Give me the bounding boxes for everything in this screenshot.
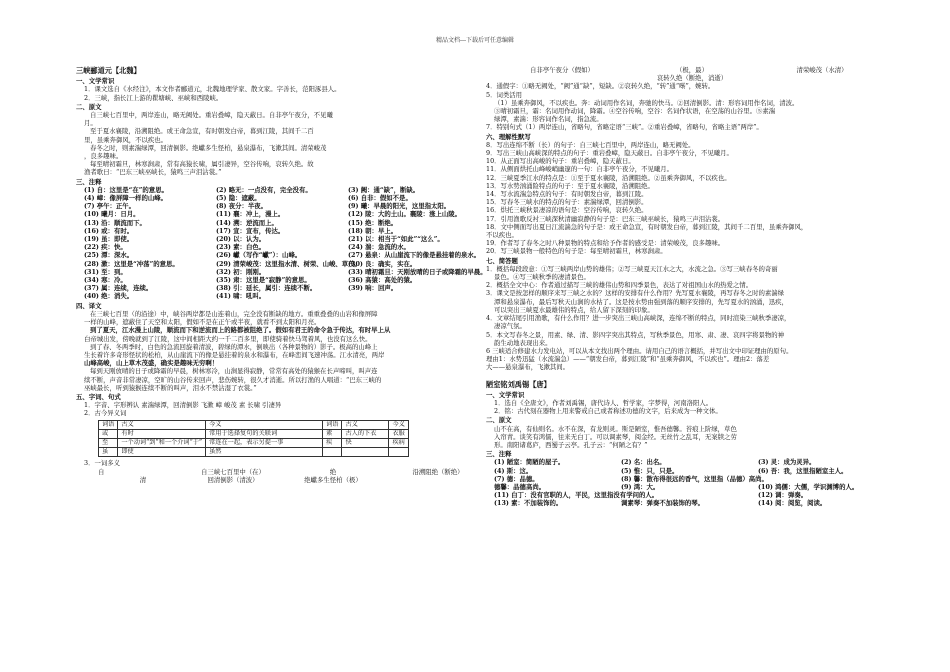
- table-row: [99, 429, 409, 438]
- poly-example: 回清倒影（清波）: [207, 475, 259, 484]
- note: (5) 惟：只，只是。: [621, 466, 679, 475]
- text-line: 17．引用渔歌反衬三峡深秋清幽寂静的句子是：巴东三峡巫峡长，猿鸣三声泪沾裳。: [486, 214, 725, 223]
- text-line: ③晴初霜旦，霜：名词用作动词，降霜。④空谷传响，空谷：名词作状语，在空荡的山谷里。⑤素湍: [494, 107, 776, 116]
- section-literary-knowledge: 一、文学常识: [486, 390, 525, 399]
- section-notes: 三、注释: [76, 177, 102, 186]
- table-cell: 常连在一起，表示另提一事: [206, 438, 323, 447]
- text-line: 20．写三峡景物一般特色的句子是：每至晴初霜旦，林寒涧肃。: [486, 247, 667, 256]
- table-cell: 即使: [118, 448, 206, 457]
- note: (27) 悬泉：从山崖流下的像是悬挂着的泉水。: [348, 251, 481, 260]
- text-line: 13．写水势汹涌险特点的句子：至于夏水襄陵，沿溯阻绝。: [486, 181, 654, 190]
- text-line: 每至晴初霜旦，林寒涧肃，常有高猿长啸，属引凄异，空谷传响，哀转久绝。故: [90, 160, 314, 169]
- table-cell: 词语: [99, 420, 118, 429]
- text-line: 6 三峡适合修建水力发电站，可以从本文找出两个理由。请用自己的语言概括，并写出文中印证理由的原句。: [486, 346, 793, 355]
- note: (20) 以：认为。: [216, 235, 266, 244]
- text-line: 7．特别句式（1）两岸连山，省略句，省略定语“三峡”。②重岩叠嶂，省略句，省略主语“两岸”。: [486, 123, 763, 132]
- note: 德馨：品德高尚。: [494, 482, 546, 491]
- table-cell: 有时: [118, 429, 206, 438]
- table-cell: [342, 448, 389, 457]
- section-notes: 三、注释: [486, 450, 512, 459]
- text-line: 5．词类活用: [486, 90, 523, 99]
- poly-blank: [762, 74, 882, 82]
- note: (14) 阅：阅览，阅读。: [758, 499, 827, 508]
- poly-example: 绝巘多生怪柏（极）: [304, 475, 362, 484]
- table-cell: 常用于选择复句的关联词: [206, 429, 323, 438]
- text-line: 到了春、冬两季时，白色的急流回旋着清波，碧绿的潭水，倒映出（各种景物的）影子。极高的山峰上: [90, 342, 378, 351]
- note: (8) 馨：散布得很远的香气，这里指（品德）高尚。: [621, 474, 768, 483]
- table-cell: 衣服: [389, 429, 408, 438]
- article-title-loushiming: 陋室铭刘禹锡【唐】: [486, 379, 551, 389]
- text-line: 不以疾也。: [486, 231, 518, 240]
- text-line: 山峰高峻，山上草木茂盛，确实是趣味无穷啊！: [84, 359, 219, 368]
- section-literary-knowledge: 一、文学常识: [76, 77, 115, 86]
- note: (11) 白丁：没有官职的人，平民，这里指没有学问的人。: [494, 491, 659, 500]
- table-cell: 古人的下衣: [342, 429, 389, 438]
- poly-example: 自三峡七百里中（在）: [201, 467, 265, 476]
- table-row: [99, 420, 409, 429]
- note: (23) 素：白色。: [216, 243, 266, 252]
- note: (21) 以：相当于“如此”“这么”。: [348, 235, 444, 244]
- text-line: 入帘青。谈笑有鸿儒，往来无白丁。可以调素琴，阅金经。无丝竹之乱耳，无案牍之劳: [494, 432, 737, 441]
- note: (3) 阙：通“缺”，断缺。: [348, 185, 420, 194]
- text-line: 可以突出三峡夏水最雄伟的特点，给人留下深刻的印象。: [494, 305, 654, 314]
- note: (10) 曦月：日月。: [84, 210, 140, 219]
- page-header: 精品文档---下载后可任意编辑: [435, 37, 515, 44]
- note: (38) 引：延长，属引：连续不断。: [216, 284, 317, 293]
- text-line: 5．本文写春冬之景，用素、绿、清、影四字突出其特点，写秋季景色，用寒、肃、凄、哀四字将景物的神: [486, 330, 785, 339]
- poly-word: 绝: [329, 467, 337, 476]
- poly-word: 自: [98, 467, 105, 476]
- text-line: 续不断，声音非常凄凉，空旷的山谷传来回声，悲伤婉转，很久才消逝。所以打渔的人唱道：“巴东三峡的: [84, 375, 382, 384]
- text-line: 14．写水流湍急特点的句子：有时朝发白帝，暮到江陵。: [486, 190, 648, 199]
- text-line: ，良多趣味。: [84, 152, 123, 161]
- table-cell: 或: [99, 429, 118, 438]
- note: (40) 绝：消失。: [84, 292, 134, 301]
- text-line: 18．文中侧面写出夏日江流湍急的句子是：或王命急宣，有时朝发白帝，暮到江陵，其间千二百里，虽乘奔御风，: [486, 222, 808, 231]
- polysemy-grid: [98, 468, 472, 476]
- table-cell: 词语: [323, 420, 342, 429]
- table-cell: [389, 448, 408, 457]
- note: (36) 高猿：高处的猿。: [348, 276, 417, 285]
- note: (32) 初：刚刚。: [216, 267, 266, 276]
- ancient-modern-words-table: [98, 420, 409, 458]
- note: (26) 巘（写作“巘”）：山峰。: [216, 251, 302, 260]
- table-cell: 今义: [206, 420, 323, 429]
- section-words-sentences: 五、字词、句式: [76, 392, 121, 401]
- note: (25) 潭：深水。: [84, 251, 134, 260]
- text-line: 山不在高，有仙则名。水不在深，有龙则灵。斯是陋室，惟吾德馨。苔痕上阶绿，草色: [494, 424, 737, 433]
- note: (33) 晴初霜旦：天刚放晴的日子或降霜的早晨。: [348, 267, 487, 276]
- text-line: 1．选自《全唐文》，作者刘禹锡，唐代诗人、哲学家，字梦得，河南洛阳人。: [494, 398, 713, 407]
- poly-word: 清: [139, 475, 147, 484]
- note: (7) 亭午：正午。: [84, 202, 136, 211]
- text-line: 2．三峡，指长江上游的瞿塘峡、巫峡和西陵峡。: [84, 93, 223, 102]
- table-cell: 古义: [118, 420, 206, 429]
- text-line: 1．课文选自《水经注》，本文作者郦道元，北魏地理学家、散文家。字善长，范阳涿县人。: [84, 85, 341, 94]
- note: (30) 良：确实，实在。: [348, 259, 417, 268]
- section-original-text: 二、原文: [486, 416, 512, 425]
- text-line: 1．字音、字形辨认 素湍绿潭，回清倒影 飞漱 嶂 峻茂 素 长啸 引凄异: [84, 401, 282, 410]
- table-row: [99, 438, 409, 447]
- text-line: 月。: [84, 119, 97, 128]
- note: (6) 自非：假如不是。: [348, 194, 412, 203]
- poly-example: 自非亭午夜分（假如）: [530, 66, 594, 74]
- note: (14) 溯：逆流而上。: [216, 218, 278, 227]
- text-line: 9．写出三峡山高峡深的特点的句子：重岩叠嶂，隐天蔽日。自非亭午夜分，不见曦月。: [486, 149, 733, 158]
- note: (7) 德：品德。: [494, 474, 539, 483]
- polysemy-continued: [502, 66, 878, 82]
- text-line: 10．从正面写出高峻的句子：重岩叠嶂，隐天蔽日。: [486, 157, 635, 166]
- note: (9) 鸿：大。: [621, 482, 660, 491]
- text-line: 里，虽乘奔御风，不以疾也。: [84, 135, 168, 144]
- text-line: 3．课文是按怎样的顺序来写三峡之水的？这样的安排有什么作用？先写夏水襄陵，再写春冬之时的素湍绿: [486, 289, 785, 298]
- note: (9) 曦：早晨的阳光，这里指太阳。: [348, 202, 451, 211]
- notes-grid: [486, 458, 878, 507]
- note: (13) 素：不加装饰的。: [494, 499, 563, 508]
- text-line: 韵生动地表现出来。: [494, 338, 552, 347]
- note: (41) 啸：吼叫。: [216, 292, 266, 301]
- text-line: 1．概括每段段意：①写三峡两岸山势的雄伟；②写三峡夏天江水之大，水流之急。③写三峡春冬的奇丽: [486, 264, 778, 273]
- note: (1) 陋室：简陋的屋子。: [494, 458, 565, 467]
- note: (2) 名：出名。: [621, 458, 666, 467]
- table-row: [99, 448, 409, 457]
- table-cell: 今义: [389, 420, 408, 429]
- note: (39) 响：回声。: [348, 284, 398, 293]
- note: (15) 绝：断绝。: [348, 218, 398, 227]
- note: (19) 虽：即使。: [84, 235, 134, 244]
- text-line: 一样的山峰，遮蔽住了天空和太阳，假如不是在正午或半夜，就看不到太阳和月亮。: [84, 318, 321, 327]
- note: (22) 疾：快。: [84, 243, 127, 252]
- note: (29) 清荣峻茂：这里指水清、树荣、山峻、草茂。: [216, 259, 361, 268]
- note: (34) 寒：冷。: [84, 276, 127, 285]
- text-line: 春冬之时，则素湍绿潭，回清倒影。绝巘多生怪柏，悬泉瀑布，飞漱其间。清荣峻茂: [90, 143, 327, 152]
- note: (10) 鸿儒：大儒，学识渊博的人。: [758, 482, 859, 491]
- text-line: 2．概括全文中心：作者通过描写三峡的雄伟山势和四季景色，表达了对祖国山水的热爱之情。: [486, 281, 753, 290]
- note: 调素琴：弹奏不加装饰的琴。: [621, 499, 705, 508]
- table-cell: 虽: [99, 448, 118, 457]
- section-original-text: 二、原文: [76, 102, 102, 111]
- text-line: 15．写春冬三峡水的特点的句子：素湍绿潭，回清倒影。: [486, 198, 648, 207]
- note: (28) 漱：这里是“冲荡”的意思。: [84, 259, 179, 268]
- text-line: 绿潭，素湍：形容词作名词，指急流。: [494, 115, 603, 124]
- note: (6) 吾：我，这里指陋室主人。: [758, 466, 848, 475]
- poly-example: 清荣峻茂（水清）: [796, 66, 848, 74]
- right-column: [486, 66, 878, 666]
- section-dictation: 六、理解性默写: [486, 132, 531, 141]
- note: (35) 肃：这里是“寂静”的意思。: [216, 276, 311, 285]
- text-line: 渔者歌曰：“巴东三峡巫峡长，猿鸣三声泪沾裳。”: [84, 168, 222, 177]
- table-cell: 快: [342, 438, 389, 447]
- table-cell: 素: [323, 429, 342, 438]
- note: (31) 至：到。: [84, 267, 127, 276]
- text-line: 生长着许多奇形怪状的松柏，从山崖流下的像是悬挂着的泉水和瀑布，在峰峦间飞速冲荡。江水清亮，两岸: [84, 350, 385, 359]
- text-line: 凄凉气氛。: [494, 322, 526, 331]
- left-column: [76, 66, 487, 666]
- text-line: 至于夏水襄陵，沿溯阻绝。或王命急宣，有时朝发白帝，暮到江陵，其间千二百: [90, 127, 314, 136]
- note: (5) 隐：遮蔽。: [216, 194, 261, 203]
- text-line: 2．铭：古代刻在器物上用来警戒自己或者称述功德的文字，后来成为一种文体。: [494, 407, 722, 416]
- text-line: 到了夏天，江水漫上山陵，顺流而下和逆流而上的路都被阻绝了。假如有君王的命令急于传达，有时早上从: [90, 326, 391, 335]
- table-cell: 虽然: [206, 448, 323, 457]
- table-cell: 一个动词“到”和一个介词“于”: [118, 438, 206, 447]
- section-short-answer: 七、简答题: [486, 256, 518, 265]
- text-line: 景色。④写三峡秋季的凄清景色。: [494, 273, 590, 282]
- note: (8) 夜分：半夜。: [216, 202, 268, 211]
- text-line: 自三峡七百里中，两岸连山，略无阙处。重岩叠嶂，隐天蔽日。自非亭午夜分，不见曦: [90, 111, 333, 120]
- text-line: 19．作者写了春冬之时八种景物的特点和给予作者的感受是：清荣峻茂，良多趣味。: [486, 239, 725, 248]
- text-line: 巫峡最长，听到猿猴连续不断的叫声，泪水不禁沾湿了衣裳。”: [84, 383, 257, 392]
- note: (13) 沿：顺流而下。: [84, 218, 146, 227]
- table-cell: [323, 448, 342, 457]
- note: (12) 调：弹奏。: [758, 491, 808, 500]
- note: (4) 斯：这。: [494, 466, 533, 475]
- poly-example: 哀转久绝（断绝，消逝）: [656, 74, 728, 83]
- text-line: 4．通假字：①略无阙处，“阙”通“缺”，短缺。②哀转久绝，“转”通“啭”，婉转。: [486, 82, 715, 91]
- table-cell: 疾病: [389, 438, 408, 447]
- table-cell: 古义: [342, 420, 389, 429]
- note: (3) 灵：成为灵异。: [758, 458, 816, 467]
- note: (16) 或：有时。: [84, 226, 134, 235]
- text-line: 16．烘托三峡秋景凄凉的语句是：空谷传响，哀转久绝。: [486, 206, 648, 215]
- note: (11) 襄：冲上，漫上。: [216, 210, 285, 219]
- poly-example: （极，最）: [676, 66, 708, 74]
- note: (1) 自：这里是“在”的意思。: [84, 185, 168, 194]
- text-line: （1）虽乘奔御风，不以疾也。奔：动词用作名词，奔驰的快马。②回清倒影。清：形容词用作名词，清波。: [494, 98, 799, 107]
- text-line: 3．一词多义: [84, 459, 121, 468]
- text-line: 理由1：水势迅猛（水流湍急）——“朝发白帝，暮到江陵”和“虽乘奔御风，不以疾也”。理由2：落差: [486, 355, 770, 364]
- text-line: 大——悬泉瀑布，飞漱其间。: [486, 363, 570, 372]
- note: (12) 陵：大的土山。襄陵：涨上山陵。: [348, 210, 462, 219]
- text-line: 4．文章结尾引用渔歌，有什么作用？进一步突出三峡山高峡深，连绵不断的特点，同时渲染三峡秋季凄凉，: [486, 314, 791, 323]
- note: (17) 宣：宣布，传达。: [216, 226, 285, 235]
- text-line: 12．三峡夏季江水的特点是：①至于夏水襄陵，沿溯阻绝。②虽乘奔御风，不以疾也。: [486, 173, 731, 182]
- text-line: 每到天刚放晴的日子或降霜的早晨，树林寒冷，山涧显得寂静，常常有高处的猿猴在长声啼叫，叫声连: [90, 367, 378, 376]
- poly-example: 沿溯阻绝（断绝）: [412, 467, 464, 476]
- section-translation: 四、译文: [76, 301, 102, 310]
- note: (24) 湍：急流的水。: [348, 243, 410, 252]
- note: (2) 略无：一点没有，完全没有。: [216, 185, 312, 194]
- text-line: 在三峡七百里（的沿途）中，峡谷两岸都是山连着山，完全没有断缺的地方。重重叠叠的山岩和像屏障: [90, 309, 378, 318]
- text-line: 11．从侧面烘托山峰峻峭幽邃的一句：自非亭午夜分，不见曦月。: [486, 165, 674, 174]
- notes-grid: [76, 185, 487, 301]
- text-line: 潭和悬泉瀑布，最后写秋天山涧的水枯了。这是按水势由强到落的顺序安排的，先写夏水的汹涌，迅疾，: [494, 297, 788, 306]
- note: (4) 嶂：像屏障一样的山峰。: [84, 194, 168, 203]
- poly-blank: [388, 476, 488, 484]
- table-cell: 疾: [323, 438, 342, 447]
- note: (18) 朝：早上。: [348, 226, 398, 235]
- article-title-sanxia: 三峡郦道元【北魏】: [76, 66, 141, 75]
- text-line: 2．古今异义词: [84, 409, 127, 418]
- polysemy-grid: [98, 476, 472, 484]
- text-line: 白帝城出发，傍晚就到了江陵，这中间相距大约一千二百多里，即使骑着快马驾着风，也没有这么快。: [84, 334, 372, 343]
- table-cell: 至: [99, 438, 118, 447]
- note: (37) 属：连续，连续。: [84, 284, 153, 293]
- text-line: 形。南阳诸葛庐，西蜀子云亭。孔子云：“何陋之有？”: [494, 440, 648, 449]
- text-line: 8．写出连绵不断（长）的句子：自三峡七百里中，两岸连山，略无阙处。: [486, 140, 695, 149]
